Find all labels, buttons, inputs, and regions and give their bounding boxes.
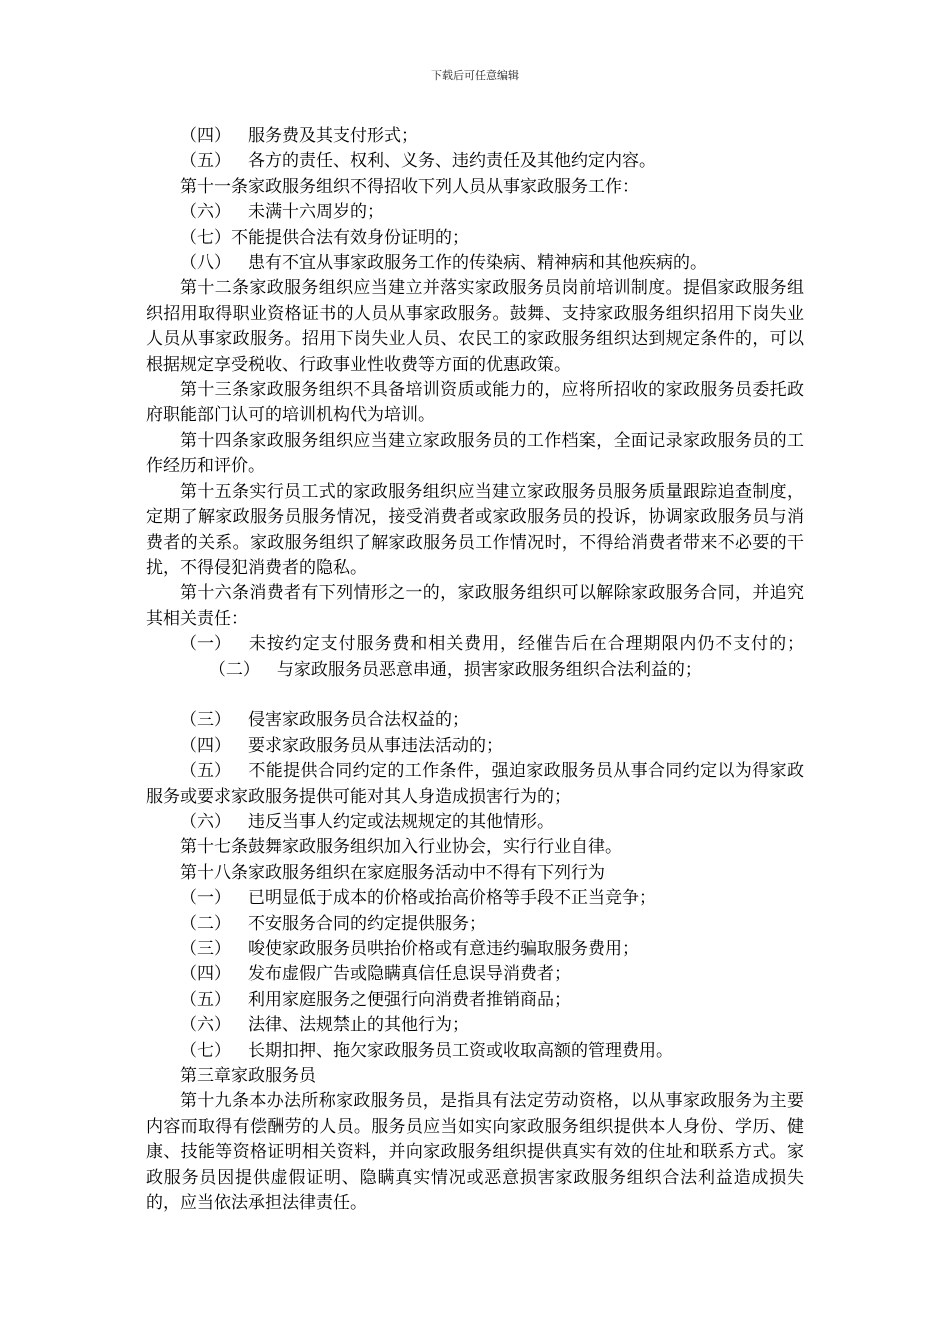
document-body [146,124,804,1216]
list-item [146,708,804,733]
paragraph: 第十八条家政服务组织在家庭服务活动中不得有下列行为 [180,862,605,883]
list-item [146,988,804,1013]
list-item-marker: （六） [180,202,231,223]
list-item-marker: （三） [180,938,231,959]
list-item [146,937,804,962]
list-item-marker: （一） [180,888,231,909]
list-item [146,759,804,810]
list-item [146,200,804,225]
paragraph: 第十六条消费者有下列情形之一的，家政服务组织可以解除家政服务合同，并追究其相关责任： [146,583,804,629]
list-item [146,632,804,683]
list-item [146,226,804,251]
list-item-text: 侵害家政服务员合法权益的； [248,710,469,731]
paragraph: 第十一条家政服务组织不得招收下列人员从事家政服务工作： [180,176,639,197]
list-item-text: 唆使家政服务员哄抬价格或有意违约骗取服务费用； [248,938,639,959]
list-item-marker: （六） [180,811,231,832]
list-item-marker: （六） [180,1015,231,1036]
list-item-text: 未按约定支付服务费和相关费用，经催告后在合理期限内仍不支付的； [248,634,804,655]
list-item-marker: （七） [180,227,231,248]
paragraph: 第十四条家政服务组织应当建立家政服务员的工作档案，全面记录家政服务员的工作经历和评价。 [146,430,804,477]
paragraph: 第三章家政服务员 [180,1066,316,1087]
list-item-marker: （二） [180,913,231,934]
paragraph: 第十五条实行员工式的家政服务组织应当建立家政服务员服务质量跟踪追查制度，定期了解家政服务员服务情况，接受消费者或家政服务员的投诉，协调家政服务员与消费者的关系。家政服务组织了解家政服务员工作情况时，不得给消费者带来不必要的干扰，不得侵犯消费者的隐私。 [146,481,804,578]
list-item [146,1039,804,1064]
list-item-marker: （五） [180,761,231,782]
paragraph: 第十二条家政服务组织应当建立并落实家政服务员岗前培训制度。提倡家政服务组织招用取得职业资格证书的人员从事家政服务。鼓舞、支持家政服务组织招用下岗失业人员从事家政服务。招用下岗失业人员、农民工的家政服务组织达到规定条件的，可以根据规定享受税收、行政事业性收费等方面的优惠政策。 [146,278,804,375]
list-item [146,962,804,987]
list-item-text: 长期扣押、拖欠家政服务员工资或收取高额的管理费用。 [248,1040,673,1061]
list-item-text: 利用家庭服务之便强行向消费者推销商品； [248,989,571,1010]
list-item [146,886,804,911]
list-item-text: 不能提供合同约定的工作条件，强迫家政服务员从事合同约定以为得家政服务或要求家政服务提供可能对其人身造成损害行为的； [146,761,804,807]
list-item-text: 与家政服务员恶意串通，损害家政服务组织合法利益的； [276,659,702,680]
paragraph: 第十九条本办法所称家政服务员，是指具有法定劳动资格，以从事家政服务为主要内容而取得有偿酬劳的人员。服务员应当如实向家政服务组织提供本人身份、学历、健康、技能等资格证明相关资料，并向家政服务组织提供真实有效的住址和联系方式。家政服务员因提供虚假证明、隐瞒真实情况或恶意损害家政服务组织合法利益造成损失的，应当依法承担法律责任。 [146,1091,804,1214]
paragraph: 第十三条家政服务组织不具备培训资质或能力的，应将所招收的家政服务员委托政府职能部门认可的培训机构代为培训。 [146,380,804,426]
list-item-marker: （四） [180,126,231,146]
list-item-marker: （八） [180,253,231,274]
list-item-text: 各方的责任、权利、义务、违约责任及其他约定内容。 [248,151,656,172]
list-item-marker: （三） [180,710,231,731]
list-item-marker: （一） [180,634,231,655]
list-item-marker: （二） [208,659,260,680]
list-item-marker: （七） [180,1040,231,1061]
list-item [146,912,804,937]
list-item-text: 要求家政服务员从事违法活动的； [248,735,503,756]
list-item-text: 不安服务合同的约定提供服务； [248,913,486,934]
list-item-text: 不能提供合法有效身份证明的； [231,227,469,248]
list-item-marker: （五） [180,151,231,172]
list-item-marker: （四） [180,964,231,985]
list-item-text: 发布虚假广告或隐瞒真信任息误导消费者； [248,964,571,985]
paragraph: 第十七条鼓舞家政服务组织加入行业协会，实行行业自律。 [180,837,622,858]
list-item-marker: （四） [180,735,231,756]
page-header-note: 下载后可任意编辑 [431,69,519,82]
list-item-text: 法律、法规禁止的其他行为； [248,1015,469,1036]
list-item [146,149,804,174]
list-item [146,1013,804,1038]
list-item [146,734,804,759]
list-item [146,251,804,276]
blank-line [146,683,804,708]
list-item [146,124,804,149]
list-item-text: 未满十六周岁的； [248,202,384,223]
list-item [146,810,804,835]
list-item-text: 违反当事人约定或法规规定的其他情形。 [248,811,554,832]
list-item-text: 服务费及其支付形式； [248,126,418,146]
list-item-marker: （五） [180,989,231,1010]
list-item-text: 已明显低于成本的价格或抬高价格等手段不正当竞争； [248,888,656,909]
list-item-text: 患有不宜从事家政服务工作的传染病、精神病和其他疾病的。 [248,253,707,274]
